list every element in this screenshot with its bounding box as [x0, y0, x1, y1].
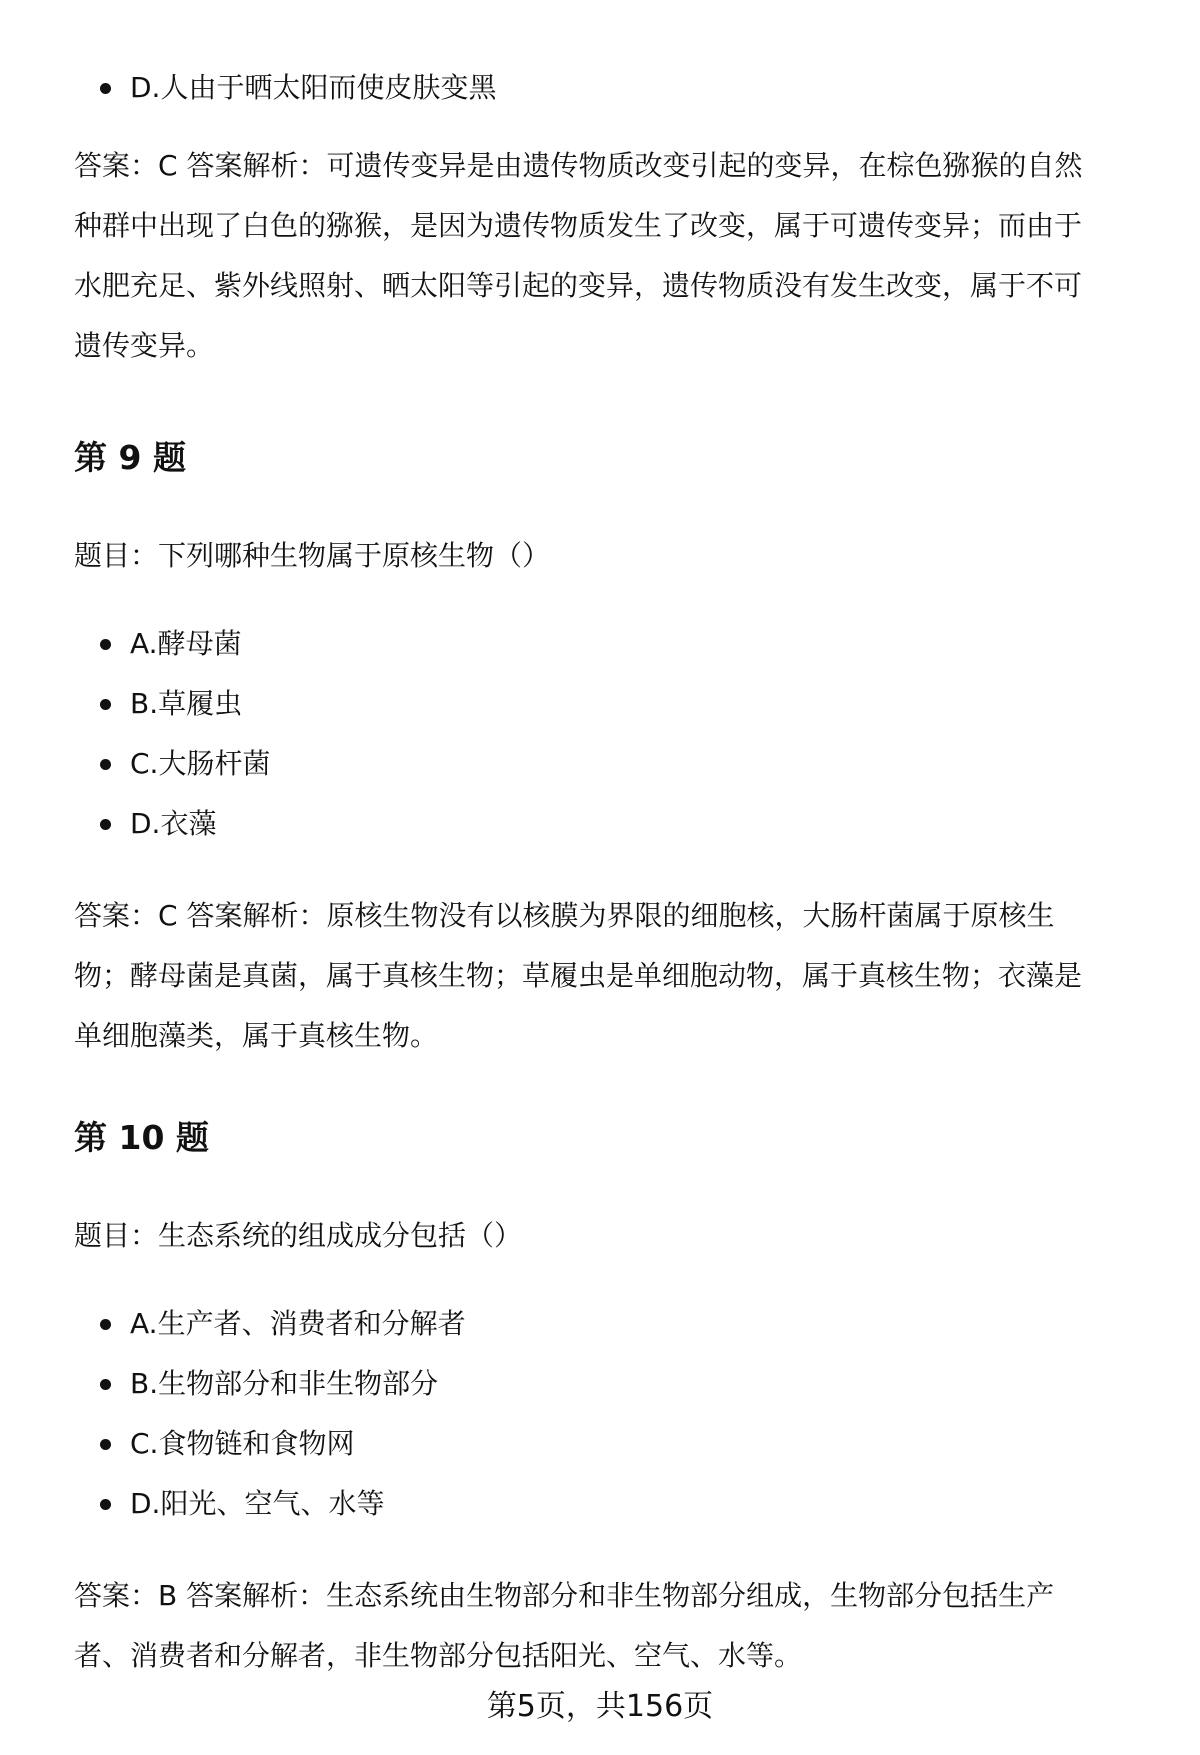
- option-text: C.大肠杆菌: [130, 747, 271, 780]
- answer-line: 物；酵母菌是真菌，属于真核生物；草履虫是单细胞动物，属于真核生物；衣藻是: [74, 959, 1083, 992]
- answer-line: 单细胞藻类，属于真核生物。: [74, 1019, 439, 1052]
- option-text: B.草履虫: [130, 687, 243, 720]
- option-item: [74, 794, 270, 854]
- bullet-dot: [100, 1439, 111, 1450]
- option-item: [74, 674, 270, 734]
- option-item: [74, 1414, 466, 1474]
- option-text: D.衣藻: [130, 807, 217, 840]
- question-10-title: 第 10 题: [74, 1118, 209, 1157]
- option-text: D.人由于晒太阳而使皮肤变黑: [130, 71, 497, 104]
- page-footer: 第5页，共156页: [486, 1689, 714, 1724]
- option-item: [74, 614, 270, 674]
- question-10-options: [74, 1294, 466, 1534]
- bullet-dot: [100, 819, 111, 830]
- answer-line: 答案：C 答案解析：原核生物没有以核膜为界限的细胞核，大肠杆菌属于原核生: [74, 899, 1055, 932]
- option-text: A.酵母菌: [130, 627, 242, 660]
- answer-line: 答案：C 答案解析：可遗传变异是由遗传物质改变引起的变异，在棕色猕猴的自然: [74, 149, 1083, 182]
- question-10-stem: 题目：生态系统的组成成分包括（）: [74, 1219, 523, 1252]
- question-9-title: 第 9 题: [74, 438, 186, 477]
- answer-line: 答案：B 答案解析：生态系统由生物部分和非生物部分组成，生物部分包括生产: [74, 1579, 1055, 1612]
- bullet-dot: [100, 699, 111, 710]
- option-item: [74, 734, 270, 794]
- option-item: [74, 1354, 466, 1414]
- bullet-dot: [100, 639, 111, 650]
- bullet-dot: [100, 1499, 111, 1510]
- option-item: [74, 1294, 466, 1354]
- option-text: D.阳光、空气、水等: [130, 1487, 385, 1520]
- answer-line: 种群中出现了白色的猕猴，是因为遗传物质发生了改变，属于可遗传变异；而由于: [74, 209, 1083, 242]
- prev-question-answer: [74, 136, 1082, 376]
- answer-line: 者、消费者和分解者，非生物部分包括阳光、空气、水等。: [74, 1639, 803, 1672]
- bullet-dot: [100, 1379, 111, 1390]
- bullet-dot: [100, 1319, 111, 1330]
- answer-line: 水肥充足、紫外线照射、晒太阳等引起的变异，遗传物质没有发生改变，属于不可: [74, 269, 1083, 302]
- bullet-dot: [100, 759, 111, 770]
- answer-line: 遗传变异。: [74, 329, 215, 362]
- question-10-answer: [74, 1566, 1054, 1686]
- question-9-stem: 题目：下列哪种生物属于原核生物（）: [74, 539, 551, 572]
- question-9-answer: [74, 886, 1082, 1066]
- bullet-dot: [100, 83, 111, 94]
- option-text: A.生产者、消费者和分解者: [130, 1307, 466, 1340]
- question-9-options: [74, 614, 270, 854]
- option-text: B.生物部分和非生物部分: [130, 1367, 439, 1400]
- prev-question-options: [74, 58, 496, 118]
- option-text: C.食物链和食物网: [130, 1427, 355, 1460]
- option-item: [74, 1474, 466, 1534]
- option-item: [74, 58, 496, 118]
